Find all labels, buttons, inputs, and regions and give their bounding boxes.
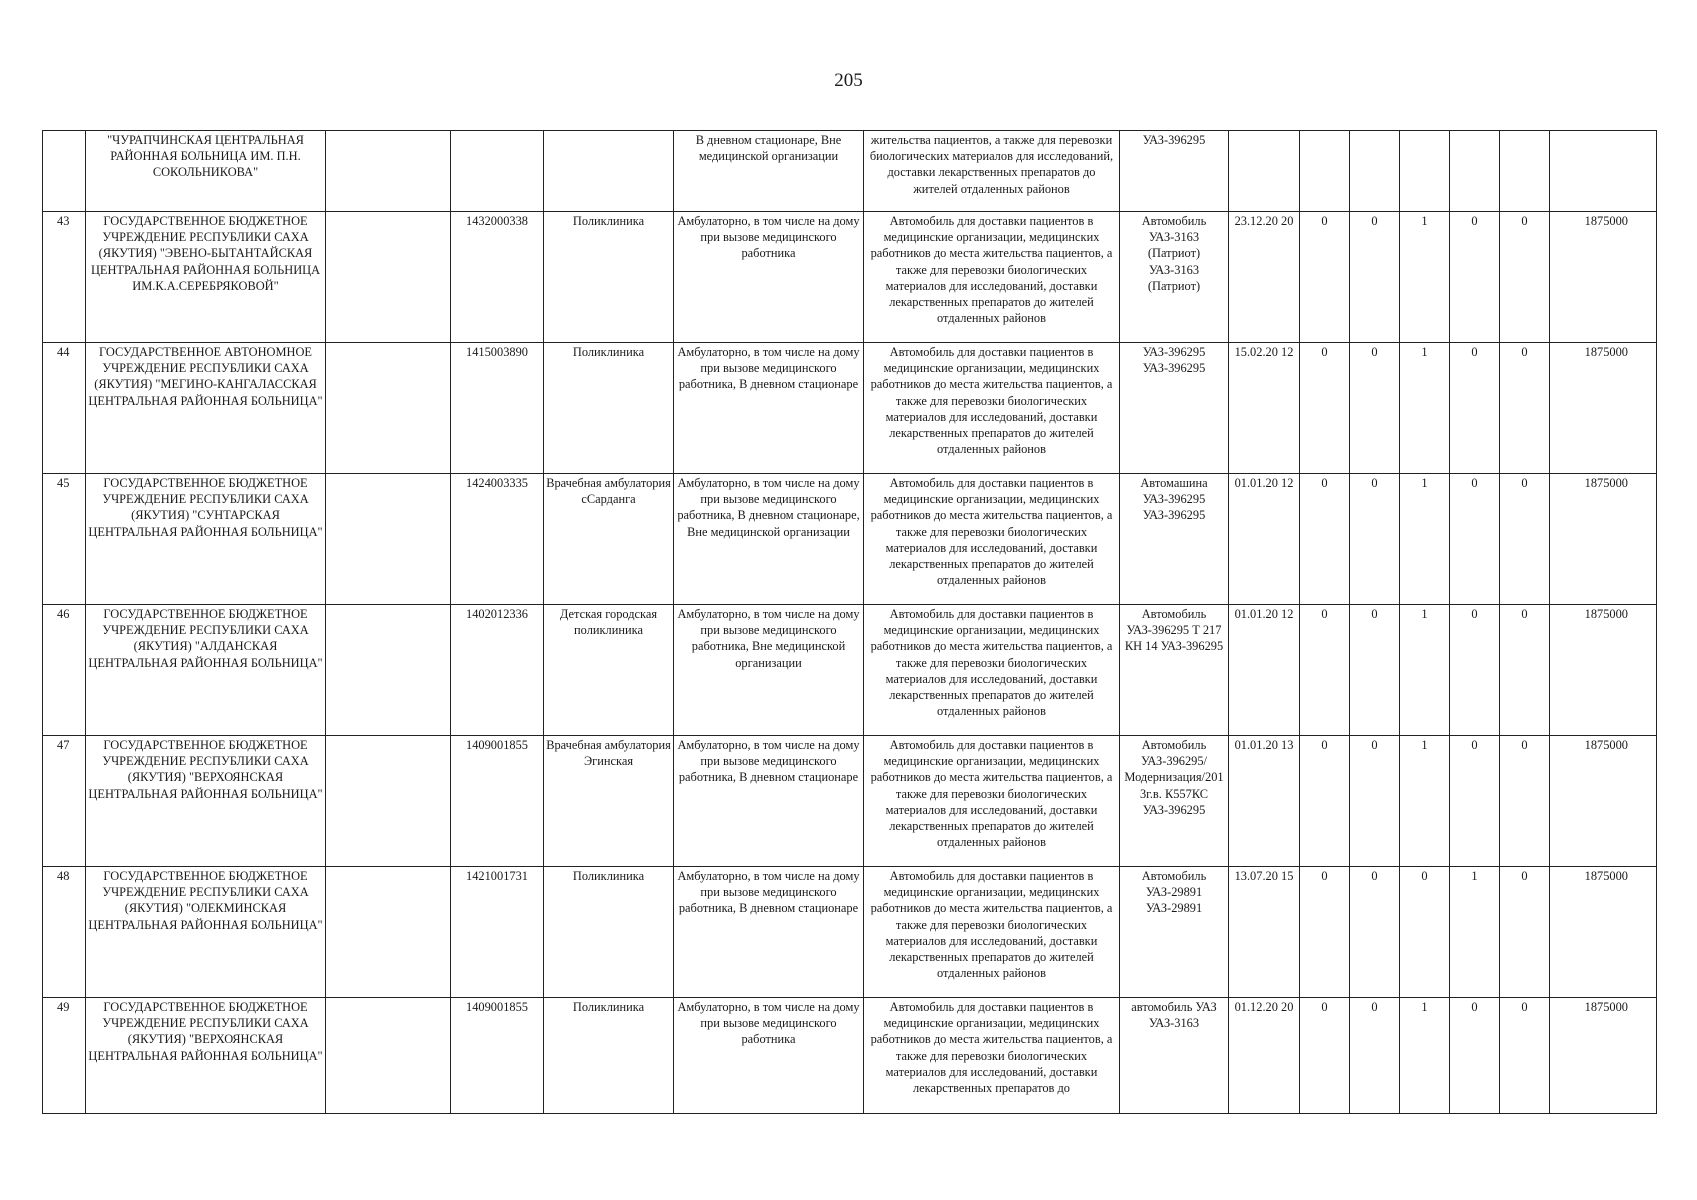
registry-table [42,130,1657,1114]
count-cell-5: 0 [1500,605,1550,736]
vehicle-purpose-cell: Автомобиль для доставки пациентов в медицинские организации, медицинских работников до места жительства пациентов, а также для перевозки биологических материалов для исследований, доставки лекарственных препаратов до жителей отдаленных районов [864,212,1120,343]
count-cell-3: 1 [1400,736,1450,867]
count-cell-3: 1 [1400,343,1450,474]
count-cell-1: 0 [1300,736,1350,867]
date-cell: 01.12.20 20 [1229,998,1300,1114]
amount-cell: 1875000 [1550,998,1657,1114]
count-cell-3: 1 [1400,605,1450,736]
count-cell-5: 0 [1500,343,1550,474]
care-conditions-cell: Амбулаторно, в том числе на дому при вызове медицинского работника [674,212,864,343]
care-conditions-cell: Амбулаторно, в том числе на дому при вызове медицинского работника, В дневном стационаре [674,867,864,998]
amount-cell: 1875000 [1550,212,1657,343]
row-number-cell: 44 [43,343,86,474]
unit-cell: Врачебная амбулатория сСарданга [544,474,674,605]
vehicle-purpose-cell: Автомобиль для доставки пациентов в медицинские организации, медицинских работников до места жительства пациентов, а также для перевозки биологических материалов для исследований, доставки лекарственных препаратов до жителей отдаленных районов [864,605,1120,736]
count-cell-2: 0 [1350,343,1400,474]
row-number-cell: 49 [43,998,86,1114]
count-cell-1: 0 [1300,212,1350,343]
count-cell-4: 1 [1450,867,1500,998]
vehicle-purpose-cell: Автомобиль для доставки пациентов в медицинские организации, медицинских работников до места жительства пациентов, а также для перевозки биологических материалов для исследований, доставки лекарственных препаратов до жителей отдаленных районов [864,474,1120,605]
empty-cell [326,343,451,474]
count-cell-5: 0 [1500,474,1550,605]
date-cell: 01.01.20 13 [1229,736,1300,867]
row-number-cell: 43 [43,212,86,343]
organization-name-cell: ГОСУДАРСТВЕННОЕ БЮДЖЕТНОЕ УЧРЕЖДЕНИЕ РЕСПУБЛИКИ САХА (ЯКУТИЯ) "ОЛЕКМИНСКАЯ ЦЕНТРАЛЬНАЯ РАЙОННАЯ БОЛЬНИЦА" [86,867,326,998]
organization-name-cell: ГОСУДАРСТВЕННОЕ БЮДЖЕТНОЕ УЧРЕЖДЕНИЕ РЕСПУБЛИКИ САХА (ЯКУТИЯ) "ЭВЕНО-БЫТАНТАЙСКАЯ ЦЕНТРАЛЬНАЯ РАЙОННАЯ БОЛЬНИЦА ИМ.К.А.СЕРЕБРЯКОВОЙ" [86,212,326,343]
page-number: 205 [834,70,863,91]
organization-name-cell: "ЧУРАПЧИНСКАЯ ЦЕНТРАЛЬНАЯ РАЙОННАЯ БОЛЬНИЦА ИМ. П.Н. СОКОЛЬНИКОВА" [86,131,326,212]
count-cell-2: 0 [1350,998,1400,1114]
amount-cell [1550,131,1657,212]
vehicle-model-cell: Автомашина УАЗ-396295 УАЗ-396295 [1120,474,1229,605]
count-cell-4: 0 [1450,998,1500,1114]
care-conditions-cell: Амбулаторно, в том числе на дому при вызове медицинского работника [674,998,864,1114]
count-cell-1: 0 [1300,998,1350,1114]
inn-cell: 1409001855 [451,998,544,1114]
vehicle-purpose-cell: Автомобиль для доставки пациентов в медицинские организации, медицинских работников до места жительства пациентов, а также для перевозки биологических материалов для исследований, доставки лекарственных препаратов до жителей отдаленных районов [864,736,1120,867]
organization-name-cell: ГОСУДАРСТВЕННОЕ БЮДЖЕТНОЕ УЧРЕЖДЕНИЕ РЕСПУБЛИКИ САХА (ЯКУТИЯ) "ВЕРХОЯНСКАЯ ЦЕНТРАЛЬНАЯ РАЙОННАЯ БОЛЬНИЦА" [86,736,326,867]
inn-cell: 1415003890 [451,343,544,474]
row-number-cell: 47 [43,736,86,867]
vehicle-purpose-cell: Автомобиль для доставки пациентов в медицинские организации, медицинских работников до места жительства пациентов, а также для перевозки биологических материалов для исследований, доставки лекарственных препаратов до [864,998,1120,1114]
count-cell-1: 0 [1300,867,1350,998]
inn-cell: 1432000338 [451,212,544,343]
count-cell-1: 0 [1300,605,1350,736]
vehicle-purpose-cell: Автомобиль для доставки пациентов в медицинские организации, медицинских работников до места жительства пациентов, а также для перевозки биологических материалов для исследований, доставки лекарственных препаратов до жителей отдаленных районов [864,867,1120,998]
date-cell: 23.12.20 20 [1229,212,1300,343]
vehicle-model-cell: Автомобиль УАЗ-29891 УАЗ-29891 [1120,867,1229,998]
count-cell-4: 0 [1450,736,1500,867]
count-cell-4: 0 [1450,474,1500,605]
care-conditions-cell: Амбулаторно, в том числе на дому при вызове медицинского работника, Вне медицинской организации [674,605,864,736]
organization-name-cell: ГОСУДАРСТВЕННОЕ БЮДЖЕТНОЕ УЧРЕЖДЕНИЕ РЕСПУБЛИКИ САХА (ЯКУТИЯ) "АЛДАНСКАЯ ЦЕНТРАЛЬНАЯ РАЙОННАЯ БОЛЬНИЦА" [86,605,326,736]
amount-cell: 1875000 [1550,343,1657,474]
empty-cell [326,131,451,212]
vehicle-purpose-cell: Автомобиль для доставки пациентов в медицинские организации, медицинских работников до места жительства пациентов, а также для перевозки биологических материалов для исследований, доставки лекарственных препаратов до жителей отдаленных районов [864,343,1120,474]
count-cell-4 [1450,131,1500,212]
date-cell: 01.01.20 12 [1229,605,1300,736]
date-cell: 15.02.20 12 [1229,343,1300,474]
table-row [43,998,1657,1114]
unit-cell: Врачебная амбулатория Эгинская [544,736,674,867]
amount-cell: 1875000 [1550,474,1657,605]
count-cell-4: 0 [1450,343,1500,474]
organization-name-cell: ГОСУДАРСТВЕННОЕ БЮДЖЕТНОЕ УЧРЕЖДЕНИЕ РЕСПУБЛИКИ САХА (ЯКУТИЯ) "СУНТАРСКАЯ ЦЕНТРАЛЬНАЯ РАЙОННАЯ БОЛЬНИЦА" [86,474,326,605]
count-cell-5: 0 [1500,998,1550,1114]
vehicle-model-cell: УАЗ-396295 [1120,131,1229,212]
empty-cell [326,474,451,605]
table-row [43,212,1657,343]
vehicle-model-cell: автомобиль УАЗ УАЗ-3163 [1120,998,1229,1114]
count-cell-1: 0 [1300,474,1350,605]
table-body [43,131,1657,1114]
count-cell-3: 1 [1400,212,1450,343]
row-number-cell [43,131,86,212]
count-cell-2: 0 [1350,212,1400,343]
inn-cell: 1424003335 [451,474,544,605]
count-cell-3: 1 [1400,998,1450,1114]
vehicle-model-cell: Автомобиль УАЗ-3163 (Патриот) УАЗ-3163 (Патриот) [1120,212,1229,343]
count-cell-5: 0 [1500,212,1550,343]
vehicle-purpose-cell: жительства пациентов, а также для перевозки биологических материалов для исследований, доставки лекарственных препаратов до жителей отдаленных районов [864,131,1120,212]
unit-cell [544,131,674,212]
count-cell-2: 0 [1350,474,1400,605]
table-row [43,605,1657,736]
count-cell-5 [1500,131,1550,212]
table-row [43,867,1657,998]
unit-cell: Поликлиника [544,212,674,343]
amount-cell: 1875000 [1550,867,1657,998]
empty-cell [326,867,451,998]
empty-cell [326,736,451,867]
empty-cell [326,605,451,736]
table-row [43,736,1657,867]
count-cell-2: 0 [1350,605,1400,736]
table-row [43,343,1657,474]
empty-cell [326,212,451,343]
count-cell-3: 1 [1400,474,1450,605]
count-cell-1 [1300,131,1350,212]
care-conditions-cell: В дневном стационаре, Вне медицинской организации [674,131,864,212]
count-cell-2: 0 [1350,867,1400,998]
row-number-cell: 48 [43,867,86,998]
count-cell-3 [1400,131,1450,212]
date-cell: 13.07.20 15 [1229,867,1300,998]
inn-cell: 1402012336 [451,605,544,736]
vehicle-model-cell: УАЗ-396295 УАЗ-396295 [1120,343,1229,474]
table-row [43,474,1657,605]
inn-cell [451,131,544,212]
inn-cell: 1409001855 [451,736,544,867]
organization-name-cell: ГОСУДАРСТВЕННОЕ АВТОНОМНОЕ УЧРЕЖДЕНИЕ РЕСПУБЛИКИ САХА (ЯКУТИЯ) "МЕГИНО-КАНГАЛАССКАЯ ЦЕНТРАЛЬНАЯ РАЙОННАЯ БОЛЬНИЦА" [86,343,326,474]
organization-name-cell: ГОСУДАРСТВЕННОЕ БЮДЖЕТНОЕ УЧРЕЖДЕНИЕ РЕСПУБЛИКИ САХА (ЯКУТИЯ) "ВЕРХОЯНСКАЯ ЦЕНТРАЛЬНАЯ РАЙОННАЯ БОЛЬНИЦА" [86,998,326,1114]
unit-cell: Детская городская поликлиника [544,605,674,736]
unit-cell: Поликлиника [544,343,674,474]
inn-cell: 1421001731 [451,867,544,998]
row-number-cell: 46 [43,605,86,736]
table-row [43,131,1657,212]
amount-cell: 1875000 [1550,736,1657,867]
count-cell-1: 0 [1300,343,1350,474]
count-cell-2: 0 [1350,736,1400,867]
date-cell: 01.01.20 12 [1229,474,1300,605]
count-cell-4: 0 [1450,605,1500,736]
vehicle-model-cell: Автомобиль УАЗ-396295 Т 217 КН 14 УАЗ-396295 [1120,605,1229,736]
count-cell-3: 0 [1400,867,1450,998]
amount-cell: 1875000 [1550,605,1657,736]
count-cell-2 [1350,131,1400,212]
row-number-cell: 45 [43,474,86,605]
care-conditions-cell: Амбулаторно, в том числе на дому при вызове медицинского работника, В дневном стационаре, Вне медицинской организации [674,474,864,605]
care-conditions-cell: Амбулаторно, в том числе на дому при вызове медицинского работника, В дневном стационаре [674,343,864,474]
vehicle-model-cell: Автомобиль УАЗ-396295/Модернизация/2013г.в. К557КС УАЗ-396295 [1120,736,1229,867]
unit-cell: Поликлиника [544,867,674,998]
care-conditions-cell: Амбулаторно, в том числе на дому при вызове медицинского работника, В дневном стационаре [674,736,864,867]
count-cell-5: 0 [1500,867,1550,998]
unit-cell: Поликлиника [544,998,674,1114]
empty-cell [326,998,451,1114]
count-cell-5: 0 [1500,736,1550,867]
count-cell-4: 0 [1450,212,1500,343]
date-cell [1229,131,1300,212]
